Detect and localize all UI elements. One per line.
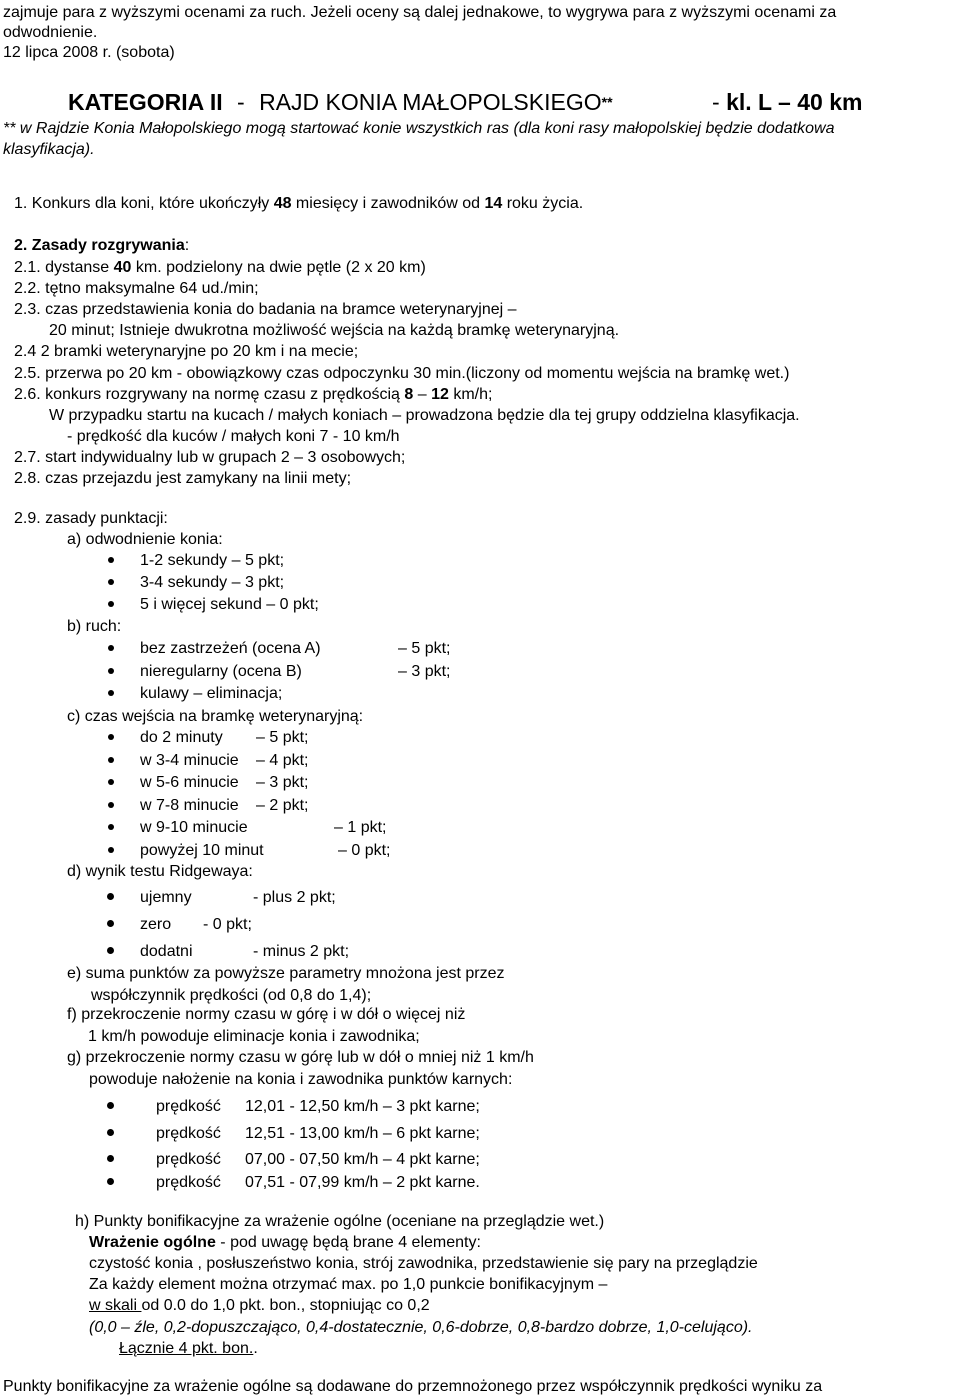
bullet-icon xyxy=(108,757,114,763)
event-name: RAJD KONIA MAŁOPOLSKIEGO xyxy=(259,89,602,115)
general-impression-heading: Wrażenie ogólne xyxy=(89,1234,216,1251)
scoring-a-label: a) odwodnienie konia: xyxy=(67,531,223,548)
scoring-c-item: w 9-10 minucie xyxy=(140,819,248,836)
bonus-total xyxy=(119,1340,258,1358)
rule-2-6-a: 2.6. konkurs rozgrywany na normę czasu z prędkością xyxy=(14,386,405,403)
bullet-icon xyxy=(107,893,114,900)
section-1 xyxy=(14,195,583,213)
bullet-icon xyxy=(108,690,114,696)
bullet-icon xyxy=(108,557,114,563)
bullet-icon xyxy=(107,1178,114,1185)
scoring-h-line-6: (0,0 – źle, 0,2-dopuszczająco, 0,4-dostatecznie, 0,6-dobrze, 0,8-bardzo dobrze, 1,0-celująco). xyxy=(89,1319,753,1336)
rule-2-6-dash: – xyxy=(413,386,432,403)
bullet-icon xyxy=(107,920,114,927)
scoring-h-line-3: czystość konia , posłuszeństwo konia, strój zawodnika, przedstawienie się pary na przeglądzie xyxy=(89,1255,758,1272)
scoring-c-points: – 0 pkt; xyxy=(338,842,391,859)
bullet-icon xyxy=(108,579,114,585)
scoring-c-item: w 5-6 minucie xyxy=(140,774,239,791)
rule-2-1 xyxy=(14,259,426,277)
penalty-range: 12,01 - 12,50 km/h – 3 pkt karne; xyxy=(245,1098,480,1115)
bullet-icon xyxy=(107,1155,114,1162)
scoring-b-label: b) ruch: xyxy=(67,618,122,635)
bullet-icon xyxy=(107,1102,114,1109)
scoring-d-points: - plus 2 pkt; xyxy=(253,889,336,906)
scoring-e-line-1: e) suma punktów za powyższe parametry mnożona jest przez xyxy=(67,965,505,982)
scoring-h-line-5 xyxy=(89,1297,430,1315)
scoring-h-line-2 xyxy=(89,1234,481,1252)
footnote-line-2: klasyfikacja). xyxy=(3,141,95,158)
scoring-c-label: c) czas wejścia na bramkę weterynaryjną: xyxy=(67,708,364,725)
scoring-d-points: - minus 2 pkt; xyxy=(253,943,350,960)
bullet-icon xyxy=(108,645,114,651)
rule-2-1-a: 2.1. dystanse xyxy=(14,259,114,276)
section-2-title: Zasady rozgrywania xyxy=(31,237,185,254)
bonus-total-end: . xyxy=(253,1340,258,1357)
section-1-text-e: roku życia. xyxy=(502,195,584,212)
bonus-total-text: Łącznie 4 pkt. bon. xyxy=(119,1340,254,1357)
penalty-range: 07,51 - 07,99 km/h – 2 pkt karne. xyxy=(245,1174,480,1191)
bullet-icon xyxy=(107,947,114,954)
title-separator: - xyxy=(237,89,245,115)
scoring-b-item: bez zastrzeżeń (ocena A) xyxy=(140,640,321,657)
penalty-range: 12,51 - 13,00 km/h – 6 pkt karne; xyxy=(245,1125,480,1142)
class-dash: - xyxy=(712,89,720,115)
rule-2-6-pony-speed: - prędkość dla kuców / małych koni 7 - 10 km/h xyxy=(67,428,400,445)
scoring-b-item: kulawy – eliminacja; xyxy=(140,685,283,702)
penalty-range: 07,00 - 07,50 km/h – 4 pkt karne; xyxy=(245,1151,480,1168)
category-name: KATEGORIA II xyxy=(68,89,223,115)
penalty-label: prędkość xyxy=(156,1098,221,1115)
scoring-d-points: - 0 pkt; xyxy=(203,916,252,933)
section-1-rider-age: 14 xyxy=(484,195,503,212)
event-date: 12 lipca 2008 r. (sobota) xyxy=(3,44,175,61)
penalty-label: prędkość xyxy=(156,1125,221,1142)
scoring-g-line-2: powoduje nałożenie na konia i zawodnika punktów karnych: xyxy=(89,1071,513,1088)
scale-underlined: w skali xyxy=(89,1297,142,1314)
rule-2-9: 2.9. zasady punktacji: xyxy=(14,510,168,527)
section-1-number: 1. xyxy=(14,195,28,212)
bullet-icon xyxy=(107,1129,114,1136)
bullet-icon xyxy=(108,824,114,830)
scoring-c-points: – 5 pkt; xyxy=(256,729,309,746)
footnote-line-1: ** w Rajdzie Konia Małopolskiego mogą startować konie wszystkich ras (dla koni rasy małopolskiej będzie dodatkowa xyxy=(3,120,835,137)
title-stars: ** xyxy=(601,94,613,110)
scoring-h-line-1: h) Punkty bonifikacyjne za wrażenie ogólne (oceniane na przeglądzie wet.) xyxy=(75,1213,605,1230)
scoring-c-points: – 4 pkt; xyxy=(256,752,309,769)
scoring-b-item: nieregularny (ocena B) xyxy=(140,663,302,680)
class-label: kl. L – 40 km xyxy=(726,89,863,115)
scoring-d-item: dodatni xyxy=(140,943,193,960)
scoring-d-item: ujemny xyxy=(140,889,192,906)
rule-2-5: 2.5. przerwa po 20 km - obowiązkowy czas odpoczynku 30 min.(liczony od momentu wejścia na bramkę wet.) xyxy=(14,365,790,382)
scoring-c-item: do 2 minuty xyxy=(140,729,223,746)
penalty-label: prędkość xyxy=(156,1151,221,1168)
scoring-a-item: 3-4 sekundy – 3 pkt; xyxy=(140,574,285,591)
scoring-h-line-4: Za każdy element można otrzymać max. po 1,0 punkcie bonifikacyjnym – xyxy=(89,1276,608,1293)
rule-2-3: 2.3. czas przedstawienia konia do badania na bramce weterynaryjnej – xyxy=(14,301,517,318)
rule-2-6 xyxy=(14,386,492,404)
section-1-age-months: 48 xyxy=(273,195,292,212)
scoring-a-item: 5 i więcej sekund – 0 pkt; xyxy=(140,596,319,613)
scoring-c-item: w 7-8 minucie xyxy=(140,797,239,814)
scoring-c-item: w 3-4 minucie xyxy=(140,752,239,769)
scoring-f-line-2: 1 km/h powoduje eliminacje konia i zawodnika; xyxy=(88,1028,420,1045)
scoring-c-points: – 2 pkt; xyxy=(256,797,309,814)
scoring-c-points: – 1 pkt; xyxy=(334,819,387,836)
bullet-icon xyxy=(108,601,114,607)
section-2-colon: : xyxy=(184,237,190,254)
bullet-icon xyxy=(108,802,114,808)
section-1-text-c: miesięcy i zawodników od xyxy=(291,195,485,212)
footer-line: Punkty bonifikacyjne za wrażenie ogólne są dodawane do przemnożonego przez współczynnik prędkości wyniku za xyxy=(3,1378,823,1395)
scoring-b-points: – 3 pkt; xyxy=(398,663,451,680)
rule-2-6-min-speed: 8 xyxy=(404,386,414,403)
intro-line-1: zajmuje para z wyższymi ocenami za ruch. Jeżeli oceny są dalej jednakowe, to wygrywa para z wyższymi ocenami za xyxy=(3,4,837,21)
scoring-b-points: – 5 pkt; xyxy=(398,640,451,657)
rule-2-1-c: km. podzielony na dwie pętle (2 x 20 km) xyxy=(131,259,426,276)
rule-2-1-distance: 40 xyxy=(113,259,132,276)
scoring-c-points: – 3 pkt; xyxy=(256,774,309,791)
section-2-number: 2. xyxy=(14,237,28,254)
bullet-icon xyxy=(108,734,114,740)
rule-2-4: 2.4 2 bramki weterynaryjne po 20 km i na mecie; xyxy=(14,343,359,360)
scoring-c-item: powyżej 10 minut xyxy=(140,842,264,859)
scoring-e-line-2: współczynnik prędkości (od 0,8 do 1,4); xyxy=(91,987,372,1004)
rule-2-8: 2.8. czas przejazdu jest zamykany na linii mety; xyxy=(14,470,352,487)
scoring-g-line-1: g) przekroczenie normy czasu w górę lub w dół o mniej niż 1 km/h xyxy=(67,1049,534,1066)
rule-2-7: 2.7. start indywidualny lub w grupach 2 – 3 osobowych; xyxy=(14,449,406,466)
rule-2-6-unit: km/h; xyxy=(448,386,493,403)
scoring-h-line-5-rest: od 0.0 do 1,0 pkt. bon., stopniując co 0,2 xyxy=(141,1297,430,1314)
rule-2-3-continued: 20 minut; Istnieje dwukrotna możliwość wejścia na każdą bramkę weterynaryjną. xyxy=(49,322,620,339)
section-1-text-a: Konkurs dla koni, które ukończyły xyxy=(31,195,274,212)
rule-2-6-ponies: W przypadku startu na kucach / małych koniach – prowadzona będzie dla tej grupy oddzielna klasyfikacja. xyxy=(49,407,800,424)
scoring-h-line-2-rest: - pod uwagę będą brane 4 elementy: xyxy=(215,1234,481,1251)
penalty-label: prędkość xyxy=(156,1174,221,1191)
category-title xyxy=(68,89,613,115)
category-class xyxy=(712,89,862,115)
scoring-a-item: 1-2 sekundy – 5 pkt; xyxy=(140,552,285,569)
rule-2-2: 2.2. tętno maksymalne 64 ud./min; xyxy=(14,280,259,297)
section-2-heading xyxy=(14,237,189,255)
scoring-f-line-1: f) przekroczenie normy czasu w górę i w dół o więcej niż xyxy=(67,1006,466,1023)
bullet-icon xyxy=(108,847,114,853)
rule-2-6-max-speed: 12 xyxy=(431,386,449,403)
scoring-d-label: d) wynik testu Ridgewaya: xyxy=(67,863,253,880)
bullet-icon xyxy=(108,668,114,674)
intro-line-2: odwodnienie. xyxy=(3,24,98,41)
bullet-icon xyxy=(108,779,114,785)
scoring-d-item: zero xyxy=(140,916,172,933)
